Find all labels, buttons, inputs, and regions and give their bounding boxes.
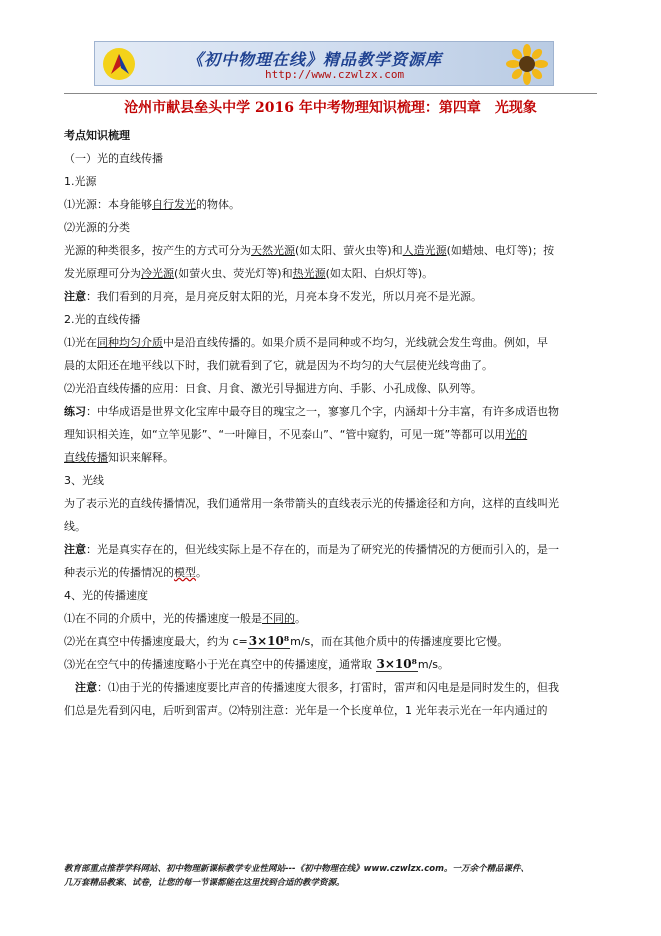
text-segment: 练习 bbox=[64, 405, 86, 418]
section-heading bbox=[64, 124, 598, 147]
text-line bbox=[64, 285, 598, 308]
formula: 3×10⁸ bbox=[248, 634, 290, 648]
text-segment: ⑴在不同的介质中，光的传播速度一般是 bbox=[64, 612, 262, 625]
text-segment: (如蜡烛、电灯等)；按 bbox=[446, 244, 555, 257]
footer-line-2: 几万套精品教案、试卷，让您的每一节课都能在这里找到合适的教学资源。 bbox=[64, 878, 345, 888]
text-segment: m/s。 bbox=[417, 658, 450, 671]
text-segment: 们总是先看到闪电，后听到雷声。⑵特别注意：光年是一个长度单位，1 光年表示光在一年内通过的 bbox=[64, 704, 548, 717]
text-line bbox=[64, 492, 598, 515]
text-line bbox=[64, 699, 598, 722]
text-line bbox=[64, 377, 598, 400]
text-segment: 4、光的传播速度 bbox=[64, 589, 148, 602]
text-segment: （一）光的直线传播 bbox=[64, 152, 163, 165]
text-segment: ⑵光沿直线传播的应用：日食、月食、激光引导掘进方向、手影、小孔成像、队列等。 bbox=[64, 382, 482, 395]
text-line bbox=[64, 239, 598, 262]
text-segment: 知识来解释。 bbox=[108, 451, 174, 464]
text-line bbox=[64, 446, 598, 469]
text-segment: 模型 bbox=[174, 566, 196, 579]
text-line bbox=[64, 676, 598, 699]
text-line bbox=[64, 607, 598, 630]
page-footer bbox=[64, 862, 604, 890]
text-line bbox=[64, 538, 598, 561]
text-segment: 晨的太阳还在地平线以下时，我们就看到了它，就是因为不均匀的大气层使光线弯曲了。 bbox=[64, 359, 493, 372]
text-segment: ⑵光在真空中传播速度最大，约为 c= bbox=[64, 635, 248, 648]
banner-title: 《初中物理在线》精品教学资源库 bbox=[187, 50, 443, 69]
text-segment: 注意 bbox=[64, 290, 86, 303]
text-segment: 的物体。 bbox=[196, 198, 240, 211]
text-segment: 注意 bbox=[64, 543, 86, 556]
text-segment: ：光是真实存在的，但光线实际上是不存在的，而是为了研究光的传播情况的方便而引入的，是一 bbox=[86, 543, 559, 556]
text-line bbox=[64, 262, 598, 285]
text-segment: (如太阳、白炽灯等)。 bbox=[325, 267, 434, 280]
text-segment: 光的 bbox=[505, 428, 528, 441]
text-segment: ：我们看到的月亮，是月亮反射太阳的光，月亮本身不发光，所以月亮不是光源。 bbox=[86, 290, 482, 303]
text-segment: 自行发光 bbox=[152, 198, 196, 211]
text-line bbox=[64, 423, 598, 446]
text-line bbox=[64, 561, 598, 584]
text-segment: 线。 bbox=[64, 520, 86, 533]
banner-url[interactable]: http://www.czwlzx.com bbox=[265, 68, 405, 81]
document-title: 沧州市献县垒头中学 2016 年中考物理知识梳理：第四章 光现象 bbox=[124, 100, 537, 116]
text-segment: 1.光源 bbox=[64, 175, 97, 188]
text-segment: ⑴光源：本身能够 bbox=[64, 198, 152, 211]
text-segment: 。 bbox=[295, 612, 306, 625]
text-segment: ：⑴由于光的传播速度要比声音的传播速度大很多，打雷时，雷声和闪电是是同时发生的，但我 bbox=[97, 681, 559, 694]
document-body bbox=[64, 124, 598, 722]
text-segment: 直线传播 bbox=[64, 451, 108, 464]
text-segment: 3、光线 bbox=[64, 474, 104, 487]
text-line bbox=[64, 170, 598, 193]
text-segment: 热光源 bbox=[292, 267, 326, 280]
text-line bbox=[64, 216, 598, 239]
text-segment bbox=[64, 681, 75, 694]
text-line bbox=[64, 331, 598, 354]
text-line bbox=[64, 515, 598, 538]
text-segment: 同种均匀介质 bbox=[97, 336, 163, 349]
text-segment: 冷光源 bbox=[141, 267, 174, 280]
text-segment: 。 bbox=[196, 566, 207, 579]
text-segment: ⑶光在空气中的传播速度略小于光在真空中的传播速度，通常取 bbox=[64, 658, 376, 671]
text-line bbox=[64, 653, 598, 676]
text-segment: 注意 bbox=[75, 681, 97, 694]
sunflower-icon bbox=[505, 44, 549, 85]
text-segment: m/s，而在其他介质中的传播速度要比它慢。 bbox=[290, 635, 509, 648]
text-line bbox=[64, 630, 598, 653]
text-segment: 为了表示光的直线传播情况，我们通常用一条带箭头的直线表示光的传播途径和方向，这样的直线叫光 bbox=[64, 497, 559, 510]
text-segment: 天然光源 bbox=[251, 244, 295, 257]
text-segment: 考点知识梳理 bbox=[64, 129, 130, 142]
text-line bbox=[64, 193, 598, 216]
text-segment: 种表示光的传播情况的 bbox=[64, 566, 174, 579]
formula: 3×10⁸ bbox=[376, 657, 417, 671]
site-banner bbox=[94, 41, 554, 86]
text-segment: 不同的 bbox=[262, 612, 295, 625]
text-line bbox=[64, 147, 598, 170]
text-segment: ：中华成语是世界文化宝库中最夺目的瑰宝之一，寥寥几个字，内涵却十分丰富，有许多成语也物 bbox=[86, 405, 559, 418]
text-segment: ⑴光在 bbox=[64, 336, 97, 349]
text-segment: 2.光的直线传播 bbox=[64, 313, 141, 326]
footer-line-1: 教育部重点推荐学科网站、初中物理新课标教学专业性网站---《初中物理在线》www.czwlzx.com。一万余个精品课件、 bbox=[64, 864, 529, 874]
text-line bbox=[64, 584, 598, 607]
header-rule bbox=[64, 93, 597, 94]
text-line bbox=[64, 308, 598, 331]
text-segment: ⑵光源的分类 bbox=[64, 221, 130, 234]
text-line bbox=[64, 400, 598, 423]
text-segment: 发光原理可分为 bbox=[64, 267, 141, 280]
site-logo-icon bbox=[101, 46, 137, 82]
text-segment: 理知识相关连，如“立竿见影”、“一叶障目，不见泰山”、“管中窥豹，可见一斑”等都可以用 bbox=[64, 428, 506, 441]
text-line bbox=[64, 354, 598, 377]
text-segment: 光源的种类很多，按产生的方式可分为 bbox=[64, 244, 251, 257]
text-segment: 中是沿直线传播的。如果介质不是同种或不均匀，光线就会发生弯曲。例如，早 bbox=[163, 336, 548, 349]
text-line bbox=[64, 469, 598, 492]
text-segment: (如萤火虫、荧光灯等)和 bbox=[174, 267, 293, 280]
text-segment: (如太阳、萤火虫等)和 bbox=[295, 244, 403, 257]
text-segment: 人造光源 bbox=[402, 244, 447, 257]
